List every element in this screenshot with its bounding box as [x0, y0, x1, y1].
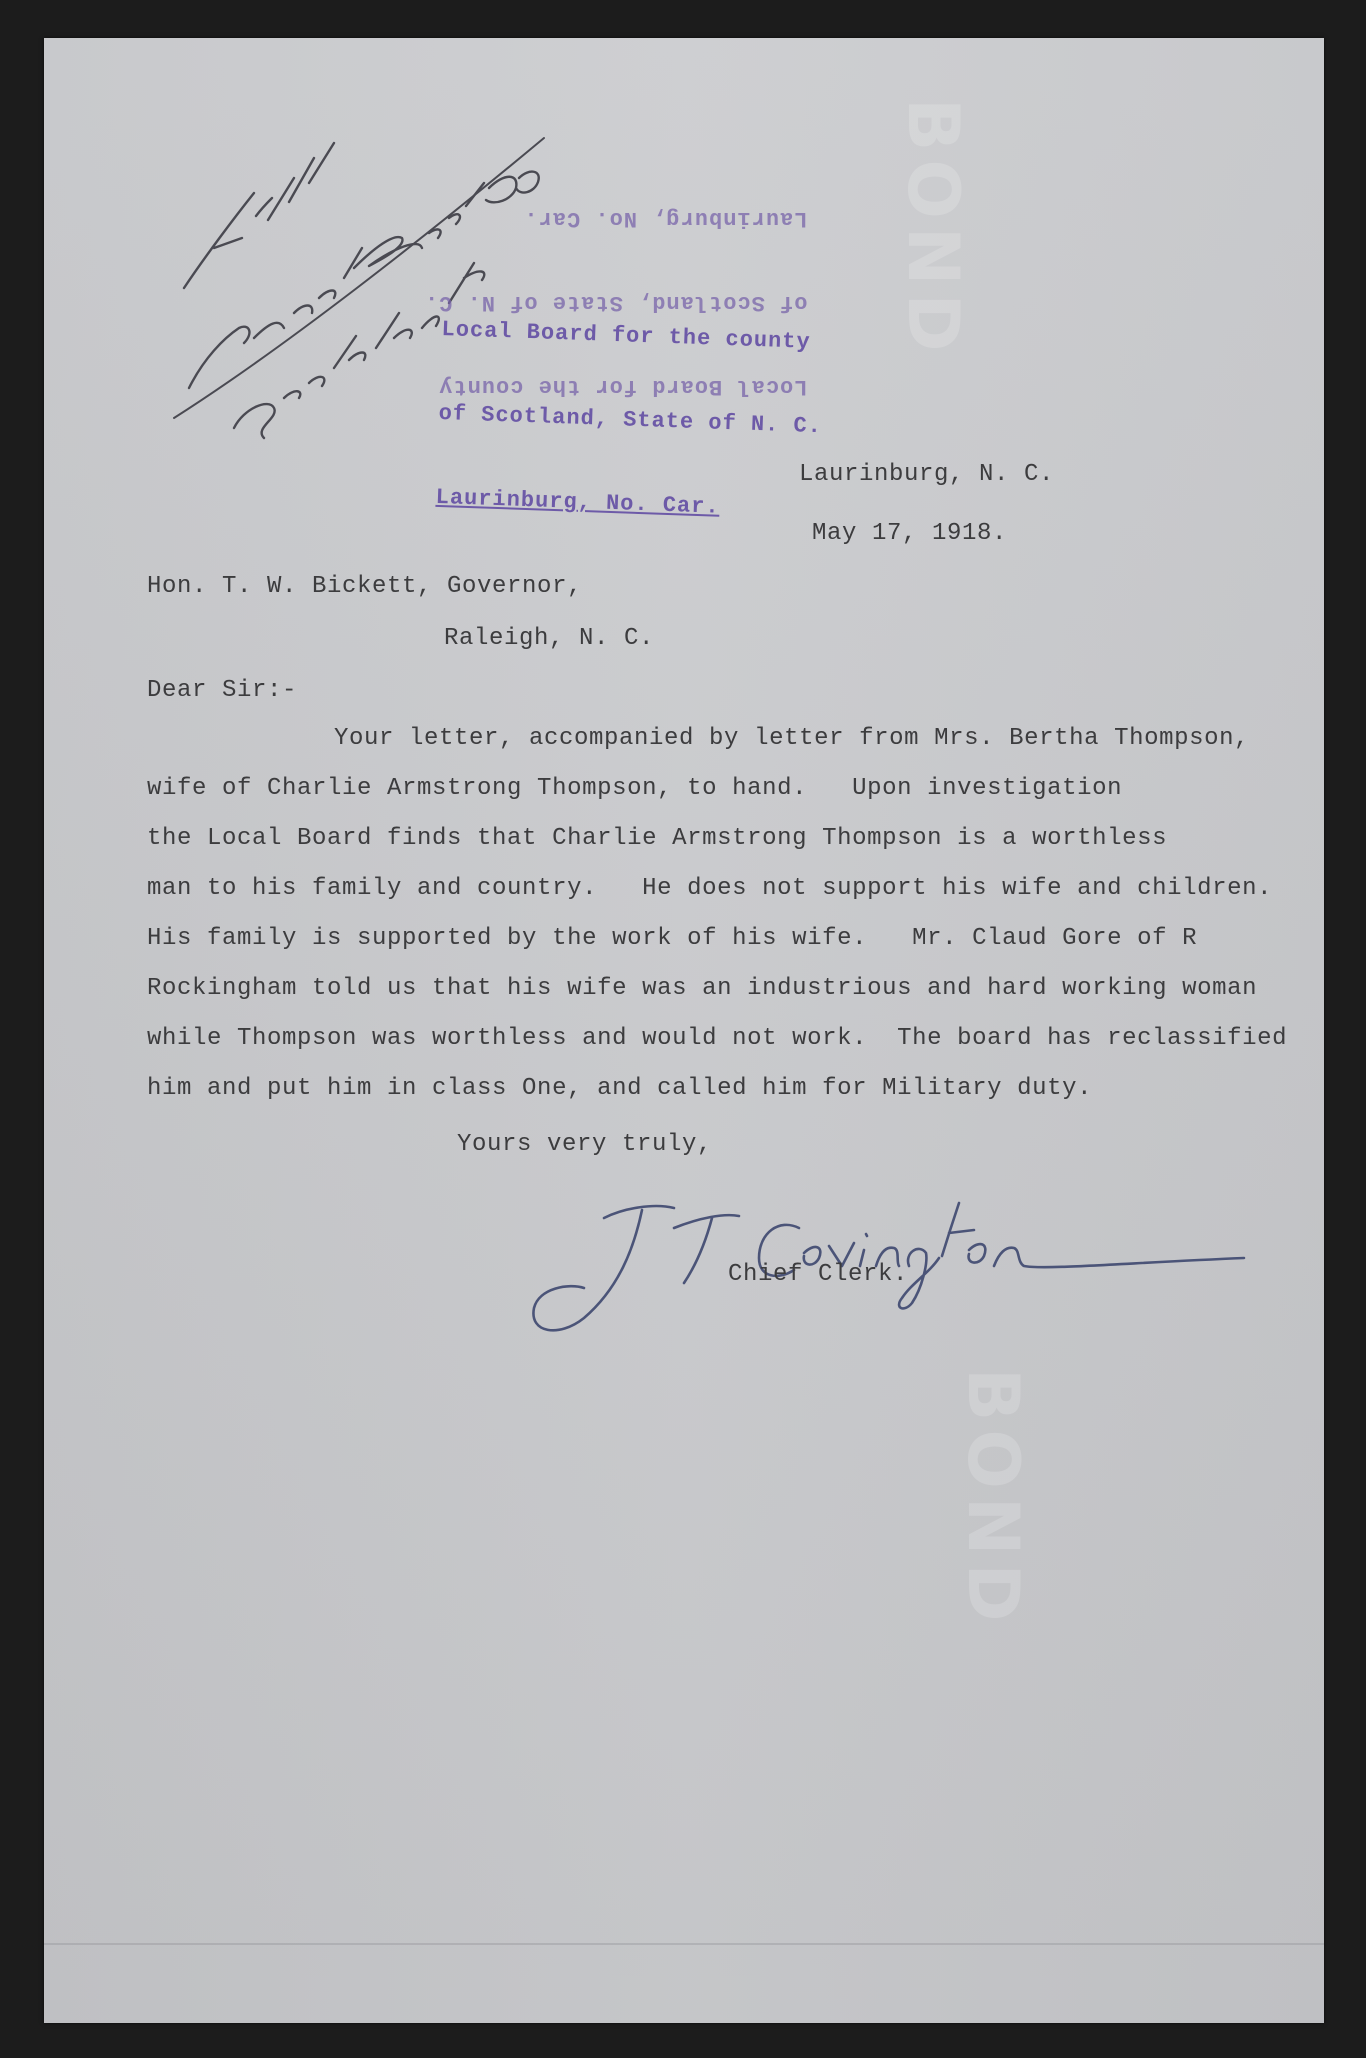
body-line-5: His family is supported by the work of his wife. Mr. Claud Gore of R [147, 925, 1198, 952]
closing: Yours very truly, [457, 1131, 713, 1158]
date-line: May 17, 1918. [812, 520, 1008, 547]
signer-title: Chief Clerk. [728, 1261, 909, 1288]
county-board-stamp [433, 260, 827, 581]
body-line-2: wife of Charlie Armstrong Thompson, to hand. Upon investigation [147, 775, 1123, 802]
stamp-offset-line3: Laurinburg, No. Car. [523, 206, 808, 231]
body-line-4: man to his family and country. He does not support his wife and children. [147, 875, 1273, 902]
body-line-8: him and put him in class One, and called him for Military duty. [147, 1075, 1093, 1102]
addressee-line1: Hon. T. W. Bickett, Governor, [147, 573, 583, 600]
body-line-7: while Thompson was worthless and would not work. The board has reclassified [147, 1025, 1288, 1052]
letter-page [44, 38, 1324, 2023]
salutation: Dear Sir:- [147, 677, 298, 704]
signature [524, 1158, 1264, 1348]
stamp-line2: of Scotland, State of N. C. [438, 400, 823, 440]
stamp-line3: Laurinburg, No. Car. [435, 484, 721, 520]
stamp-line1: Local Board for the county [441, 316, 812, 355]
stamp-offset-line2: of Scotland, State of N. C. [424, 290, 808, 315]
body-line-6: Rockingham told us that his wife was an industrious and hard working woman [147, 975, 1258, 1002]
place-line: Laurinburg, N. C. [799, 461, 1055, 488]
watermark-bottom: BOND [952, 1368, 1034, 1630]
paper-fold-line [44, 1943, 1324, 1945]
addressee-line2: Raleigh, N. C. [444, 625, 655, 652]
body-line-1: Your letter, accompanied by letter from Mrs. Bertha Thompson, [334, 725, 1250, 752]
stamp-offset-line1: Local Board for the county [438, 374, 808, 399]
watermark-top: BOND [892, 98, 974, 360]
body-line-3: the Local Board finds that Charlie Armstrong Thompson is a worthless [147, 825, 1168, 852]
